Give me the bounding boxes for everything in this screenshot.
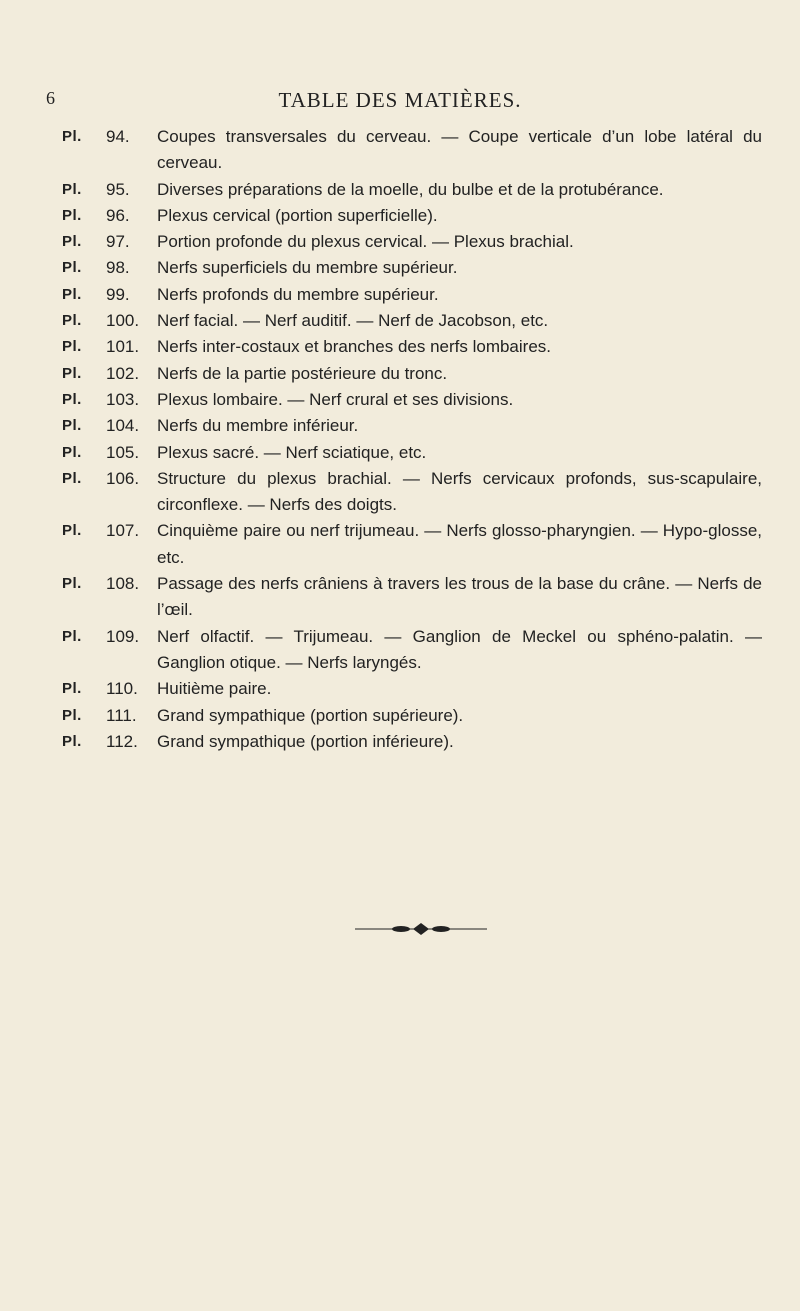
plate-description: Plexus sacré. — Nerf sciatique, etc. (157, 442, 427, 462)
plate-number: 101. (106, 337, 140, 357)
page-number: 6 (46, 88, 55, 108)
toc-entry (62, 413, 762, 439)
plate-description: Cinquième paire ou nerf trijumeau. — Nerfs glosso-pharyngien. — Hypo-glosse, etc. (157, 521, 762, 567)
plate-description: Grand sympathique (portion supérieure). (157, 705, 464, 725)
plate-description: Nerfs de la partie postérieure du tronc. (157, 363, 448, 383)
plate-label: Pl. (62, 680, 82, 698)
toc-entry (62, 624, 762, 677)
plate-number: 111. (106, 705, 137, 725)
plate-number: 105. (106, 442, 140, 462)
plate-description: Nerfs superficiels du membre supérieur. (157, 258, 458, 278)
toc-entry (62, 361, 762, 387)
plate-description: Nerfs inter-costaux et branches des nerfs lombaires. (157, 337, 552, 357)
toc-entry (62, 729, 762, 755)
plate-number: 110. (106, 679, 138, 699)
toc-entry (62, 308, 762, 334)
plate-label: Pl. (62, 522, 82, 540)
plate-number: 96. (106, 205, 130, 225)
toc-entry (62, 703, 762, 729)
plate-label: Pl. (62, 417, 82, 435)
plate-description: Nerf facial. — Nerf auditif. — Nerf de Jacobson, etc. (157, 311, 549, 331)
plate-number: 108. (106, 574, 140, 594)
plate-label: Pl. (62, 732, 82, 750)
plate-label: Pl. (62, 706, 82, 724)
plate-label: Pl. (62, 627, 82, 645)
plate-number: 109. (106, 626, 140, 646)
plate-description: Portion profonde du plexus cervical. — Plexus brachial. (157, 232, 574, 252)
plate-description: Plexus cervical (portion superficielle). (157, 205, 438, 225)
plate-number: 100. (106, 311, 140, 331)
plate-label: Pl. (62, 180, 82, 198)
plate-number: 97. (106, 232, 130, 252)
toc-entry (62, 177, 762, 203)
toc-entry (62, 518, 762, 571)
plate-number: 112. (106, 731, 138, 751)
plate-description: Nerfs profonds du membre supérieur. (157, 284, 439, 304)
plate-number: 103. (106, 389, 140, 409)
plate-description: Nerf olfactif. — Trijumeau. — Ganglion de Meckel ou sphéno-palatin. — Ganglion otique. — Nerfs laryngés. (157, 626, 762, 672)
toc-entry (62, 676, 762, 702)
plate-description: Coupes transversales du cerveau. — Coupe verticale d’un lobe latéral du cerveau. (157, 127, 762, 173)
toc-entry (62, 282, 762, 308)
plate-number: 106. (106, 468, 140, 488)
plate-description: Grand sympathique (portion inférieure). (157, 731, 454, 751)
plate-label: Pl. (62, 206, 82, 224)
page-header (0, 88, 800, 118)
plate-description: Passage des nerfs crâniens à travers les trous de la base du crâne. — Nerfs de l’œil. (157, 574, 762, 620)
plate-label: Pl. (62, 575, 82, 593)
plate-label: Pl. (62, 338, 82, 356)
table-of-contents (62, 124, 762, 755)
toc-entry (62, 334, 762, 360)
plate-label: Pl. (62, 285, 82, 303)
toc-entry (62, 387, 762, 413)
plate-number: 102. (106, 363, 140, 383)
plate-label: Pl. (62, 390, 82, 408)
plate-number: 94. (106, 127, 130, 146)
plate-description: Structure du plexus brachial. — Nerfs cervicaux profonds, sus-scapulaire, circonflexe. — Nerfs des doigts. (157, 468, 762, 515)
decorative-ornament (355, 922, 487, 936)
plate-number: 98. (106, 258, 130, 278)
running-title: TABLE DES MATIÈRES. (278, 88, 522, 112)
plate-number: 104. (106, 416, 140, 436)
plate-label: Pl. (62, 259, 82, 277)
toc-entry (62, 203, 762, 229)
plate-number: 95. (106, 179, 130, 199)
plate-number: 107. (106, 521, 140, 541)
toc-entry (62, 571, 762, 624)
toc-entry (62, 440, 762, 466)
toc-entry (62, 466, 762, 519)
plate-label: Pl. (62, 443, 82, 461)
plate-label: Pl. (62, 128, 82, 145)
plate-description: Plexus lombaire. — Nerf crural et ses divisions. (157, 389, 514, 409)
plate-label: Pl. (62, 233, 82, 251)
plate-description: Diverses préparations de la moelle, du bulbe et de la protubérance. (157, 179, 664, 199)
plate-description: Huitième paire. (157, 679, 272, 699)
plate-number: 99. (106, 284, 130, 304)
plate-label: Pl. (62, 469, 82, 487)
plate-label: Pl. (62, 364, 82, 382)
plate-description: Nerfs du membre inférieur. (157, 416, 359, 436)
plate-label: Pl. (62, 312, 82, 330)
toc-entry (62, 229, 762, 255)
toc-entry (62, 124, 762, 177)
toc-entry (62, 255, 762, 281)
